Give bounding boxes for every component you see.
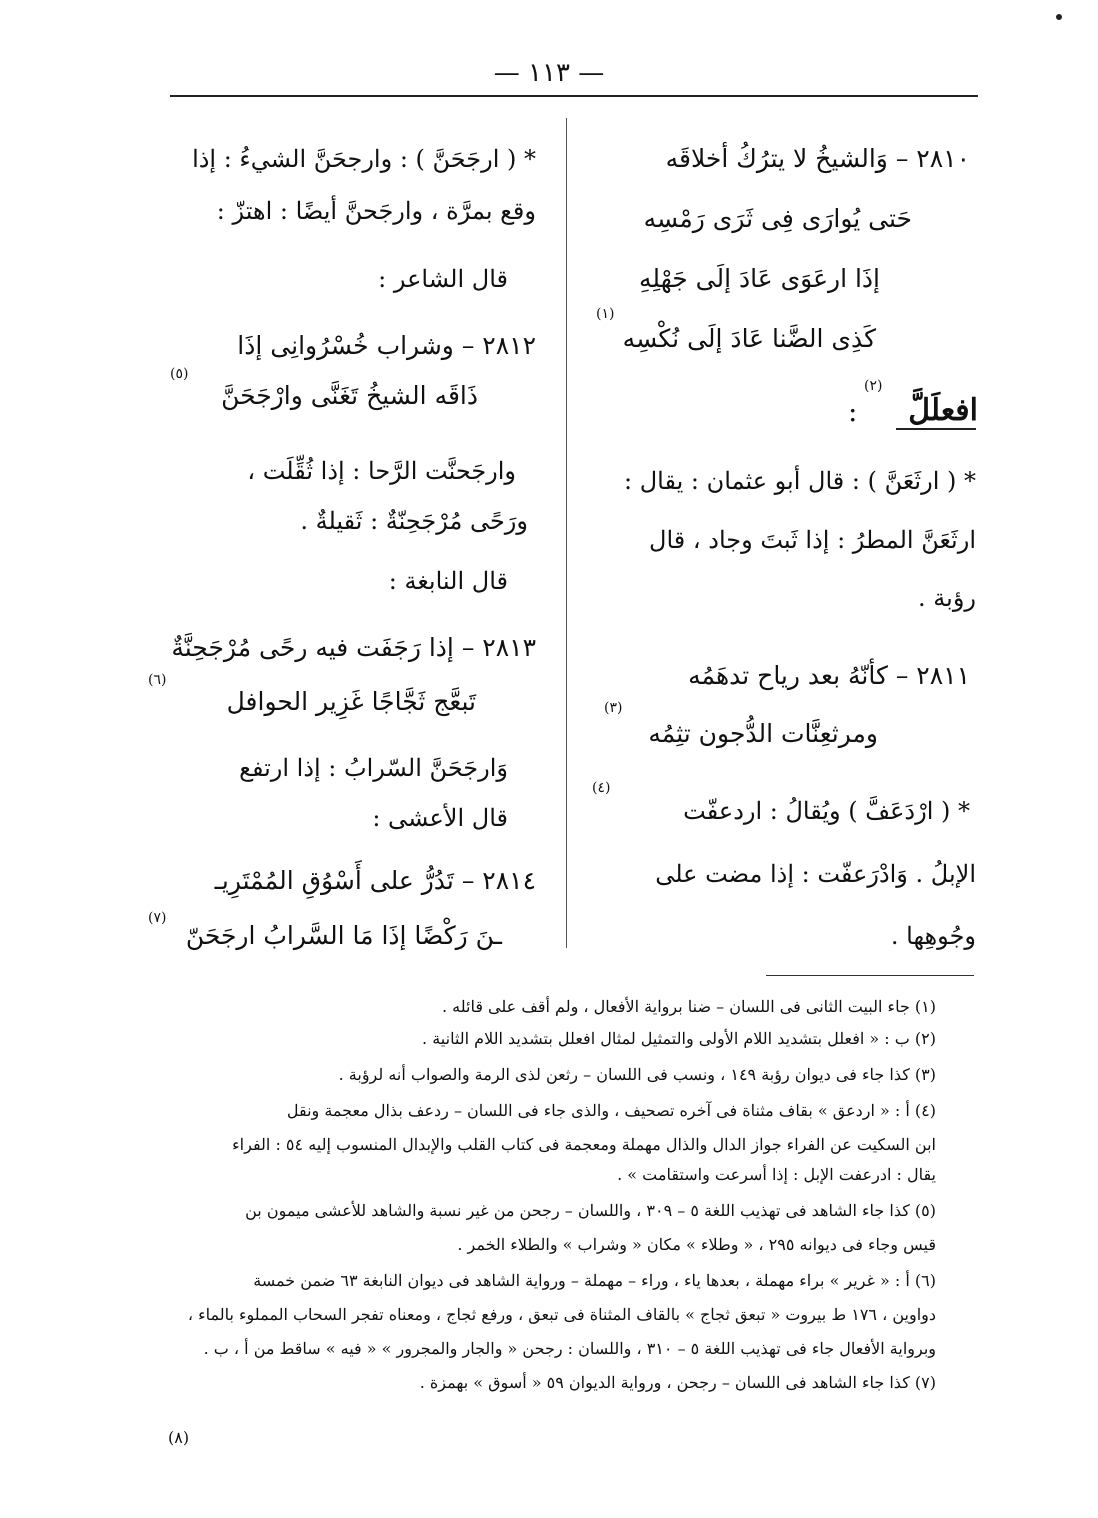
section-heading: افعلَلَّ bbox=[908, 393, 978, 428]
verse-2811-line-1: ٢٨١١ – كأنّهُ بعد رياح تدهَمُه bbox=[688, 661, 970, 690]
poet-intro-1: قال الشاعر : bbox=[378, 265, 508, 293]
footnote-6-line-2: دواوين ، ١٧٦ ط بيروت « تبعق ثجاج » بالقاف المثناة فى تبعق ، ورفع ثجاج ، ومعناه تفجر السحاب المملوء بالماء ، bbox=[187, 1305, 936, 1324]
footnote-7: (٧) كذا جاء الشاهد فى اللسان – رجحن ، ورواية الديوان ٥٩ « أسوق » بهمزة . bbox=[419, 1373, 936, 1392]
entry-irjahanna-line-2: وقع بمرَّة ، وارجَحنَّ أيضًا : اهتزّ : bbox=[216, 197, 536, 225]
footnote-6-line-3: وبرواية الأفعال جاء فى تهذيب اللغة ٥ – ٣١٠ ، واللسان : رجحن « والجار والمجرور » « فيه » ساقط من أ ، ب . bbox=[203, 1339, 936, 1358]
verse-2810-line-2: حَتى يُوارَى فِى ثَرَى رَمْسِه bbox=[643, 204, 912, 233]
footnote-ref-6: (٦) bbox=[148, 672, 167, 688]
entry-irdaaffa-line-3: وجُوهِها . bbox=[890, 922, 976, 950]
footnote-ref-2: (٢) bbox=[864, 378, 883, 394]
entry-irjahanna-line-1: * ( ارجَحَنَّ ) : وارجحَنَّ الشيءُ : إذا bbox=[192, 145, 536, 173]
poet-intro-3: قال الأعشى : bbox=[372, 804, 508, 832]
footnote-4-line-2: ابن السكيت عن الفراء جواز الدال والذال مهملة ومعجمة فى كتاب القلب والإبدال المنسوب إليه ٥٤ : الفراء bbox=[232, 1135, 936, 1154]
footnote-ref-4: (٤) bbox=[592, 780, 611, 796]
entry-irthaanna-line-2: ارثَعَنَّ المطرُ : إذا ثَبتَ وجاد ، قال bbox=[649, 526, 976, 554]
footnote-1: (١) جاء البيت الثانى فى اللسان – ضنا برواية الأفعال ، ولم أقف على قائله . bbox=[441, 997, 936, 1016]
footnote-rule bbox=[766, 975, 974, 976]
heading-underline bbox=[896, 428, 976, 430]
footnote-4-line-1: (٤) أ : « اردعق » بقاف مثناة فى آخره تصحيف ، والذى جاء فى اللسان – ردعف بذال معجمة ونقل bbox=[286, 1101, 936, 1120]
verse-2810-line-3: إذَا ارعَوَى عَادَ إلَى جَهْلِهِ bbox=[639, 264, 880, 293]
column-divider bbox=[566, 118, 567, 948]
page-number: — ١١٣ — bbox=[493, 58, 605, 88]
entry-raha-line-1: وارجَحنَّت الرَّحا : إذا ثُقِّلَت ، bbox=[247, 457, 516, 485]
page-mark bbox=[1056, 14, 1062, 20]
footnote-4-line-3: يقال : ادرعفت الإبل : إذا أسرعت واستقامت » . bbox=[617, 1165, 936, 1184]
verse-2810-line-4: كَذِى الضَّنا عَادَ إلَى نُكْسِه bbox=[622, 324, 876, 353]
footnote-ref-7: (٧) bbox=[148, 910, 167, 926]
poet-intro-2: قال النابغة : bbox=[388, 567, 508, 595]
entry-irthaanna-line-3: رؤبة . bbox=[918, 584, 976, 612]
entry-irdaaffa-line-1: * ( ارْدَعَفَّ ) ويُقالُ : اردعفّت bbox=[683, 797, 970, 825]
verse-2813-line-2: تَبعَّج ثَجَّاجًا غَزِير الحوافل bbox=[226, 687, 476, 716]
entry-irthaanna-line-1: * ( ارثَعَنَّ ) : قال أبو عثمان : يقال : bbox=[624, 467, 976, 495]
header-rule bbox=[170, 95, 978, 97]
verse-2814-line-2: ـنَ رَكْضًا إذَا مَا السَّرابُ ارجَحَنّ bbox=[185, 921, 502, 950]
verse-2810-line-1: ٢٨١٠ – وَالشيخُ لا يترُكُ أخلاقَه bbox=[665, 144, 970, 173]
footnote-ref-1: (١) bbox=[596, 306, 615, 322]
footnote-6-line-1: (٦) أ : « غرير » براء مهملة ، بعدها ياء ، وراء – مهملة – ورواية الشاهد فى ديوان النابغة ٦٣ ضمن خمسة bbox=[253, 1271, 936, 1290]
verse-2814-line-1: ٢٨١٤ – تَدُرُّ على أَسْوُقِ المُمْتَرِيـ bbox=[214, 866, 536, 895]
footnote-5-line-2: قيس وجاء فى ديوانه ٢٩٥ ، « وطلاء » مكان « وشراب » والطلاء الخمر . bbox=[457, 1235, 936, 1254]
entry-irdaaffa-line-2: الإبلُ . وَادْرَعفّت : إذا مضت على bbox=[655, 860, 976, 888]
verse-2812-line-1: ٢٨١٢ – وشراب خُسْرُوانِى إذَا bbox=[237, 331, 536, 360]
footnote-ref-3: (٣) bbox=[604, 700, 623, 716]
entry-sarab: وَارجَحَنَّ السّرابُ : إذا ارتفع bbox=[239, 754, 508, 782]
footnote-2: (٢) ب : « افعلل بتشديد اللام الأولى والتمثيل لمثال افعلل بتشديد اللام الثانية . bbox=[422, 1029, 936, 1048]
footer-number: (٨) bbox=[168, 1428, 190, 1447]
footnote-3: (٣) كذا جاء فى ديوان رؤبة ١٤٩ ، ونسب فى اللسان – رثعن لذى الرمة والصواب أنه لرؤبة . bbox=[338, 1065, 936, 1084]
verse-2812-line-2: ذَاقَه الشيخُ تَغَنَّى وارْجَحَنَّ bbox=[221, 381, 478, 410]
entry-raha-line-2: ورَحًى مُرْجَحِنّةٌ : ثَقيلةٌ . bbox=[300, 507, 528, 535]
footnote-ref-5: (٥) bbox=[170, 366, 189, 382]
verse-2813-line-1: ٢٨١٣ – إذا رَجَفَت فيه رحًى مُرْجَحِنَّةٌ bbox=[171, 633, 536, 662]
verse-2811-line-2: ومرثعِنَّات الدُّجون تثِمُه bbox=[648, 719, 878, 748]
footnote-5-line-1: (٥) كذا جاء الشاهد فى تهذيب اللغة ٥ – ٣٠٩ ، واللسان – رجحن من غير نسبة والشاهد للأعشى ميمون بن bbox=[245, 1201, 936, 1220]
